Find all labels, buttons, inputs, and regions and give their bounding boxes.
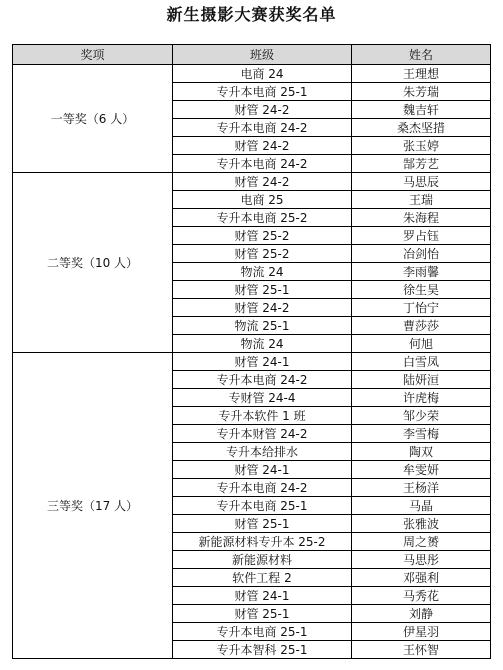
name-cell: 陶双 — [352, 443, 491, 461]
name-cell: 许虎梅 — [352, 389, 491, 407]
name-cell: 马思彤 — [352, 551, 491, 569]
class-cell: 财管 24-1 — [173, 353, 352, 371]
class-cell: 专升本给排水 — [173, 443, 352, 461]
class-cell: 物流 24 — [173, 335, 352, 353]
class-cell: 物流 25-1 — [173, 317, 352, 335]
class-cell: 新能源材料 — [173, 551, 352, 569]
class-cell: 财管 25-2 — [173, 227, 352, 245]
class-cell: 财管 24-2 — [173, 101, 352, 119]
table-header-row — [13, 45, 491, 65]
name-cell: 马晶 — [352, 497, 491, 515]
name-cell: 郜芳艺 — [352, 155, 491, 173]
name-cell: 王瑞 — [352, 191, 491, 209]
class-cell: 专升本电商 25-2 — [173, 209, 352, 227]
name-cell: 马秀花 — [352, 587, 491, 605]
name-cell: 牟雯妍 — [352, 461, 491, 479]
award-level-cell: 三等奖（17 人） — [13, 353, 173, 659]
name-cell: 张玉婷 — [352, 137, 491, 155]
class-cell: 专升本电商 24-2 — [173, 371, 352, 389]
class-cell: 专升本智科 25-1 — [173, 641, 352, 659]
header-award: 奖项 — [13, 45, 173, 65]
header-class: 班级 — [173, 45, 352, 65]
header-name: 姓名 — [352, 45, 491, 65]
name-cell: 刘静 — [352, 605, 491, 623]
name-cell: 曹莎莎 — [352, 317, 491, 335]
class-cell: 财管 24-2 — [173, 173, 352, 191]
name-cell: 伊星羽 — [352, 623, 491, 641]
name-cell: 李雪梅 — [352, 425, 491, 443]
class-cell: 财管 25-1 — [173, 515, 352, 533]
name-cell: 马思辰 — [352, 173, 491, 191]
name-cell: 桑杰坚措 — [352, 119, 491, 137]
class-cell: 专升本电商 25-1 — [173, 623, 352, 641]
class-cell: 专升本电商 24-2 — [173, 155, 352, 173]
class-cell: 电商 25 — [173, 191, 352, 209]
class-cell: 专升本软件 1 班 — [173, 407, 352, 425]
class-cell: 财管 25-1 — [173, 605, 352, 623]
table-row — [13, 65, 491, 83]
class-cell: 专升本财管 24-2 — [173, 425, 352, 443]
class-cell: 专财管 24-4 — [173, 389, 352, 407]
page-title: 新生摄影大赛获奖名单 — [166, 5, 337, 24]
award-table — [12, 44, 491, 659]
name-cell: 冶剑怡 — [352, 245, 491, 263]
class-cell: 物流 24 — [173, 263, 352, 281]
name-cell: 白雪凤 — [352, 353, 491, 371]
table-row — [13, 353, 491, 371]
name-cell: 张雅波 — [352, 515, 491, 533]
award-level-cell: 二等奖（10 人） — [13, 173, 173, 353]
class-cell: 专升本电商 24-2 — [173, 479, 352, 497]
class-cell: 财管 25-2 — [173, 245, 352, 263]
name-cell: 周之赟 — [352, 533, 491, 551]
class-cell: 专升本电商 24-2 — [173, 119, 352, 137]
class-cell: 财管 24-2 — [173, 137, 352, 155]
class-cell: 财管 24-2 — [173, 299, 352, 317]
award-level-cell: 一等奖（6 人） — [13, 65, 173, 173]
class-cell: 新能源材料专升本 25-2 — [173, 533, 352, 551]
table-body — [13, 65, 491, 659]
class-cell: 财管 24-1 — [173, 461, 352, 479]
table-row — [13, 173, 491, 191]
class-cell: 电商 24 — [173, 65, 352, 83]
name-cell: 何旭 — [352, 335, 491, 353]
name-cell: 邹少荣 — [352, 407, 491, 425]
name-cell: 朱海程 — [352, 209, 491, 227]
name-cell: 魏吉轩 — [352, 101, 491, 119]
class-cell: 财管 24-1 — [173, 587, 352, 605]
name-cell: 丁怡宁 — [352, 299, 491, 317]
class-cell: 财管 25-1 — [173, 281, 352, 299]
name-cell: 徐生昊 — [352, 281, 491, 299]
name-cell: 邓强利 — [352, 569, 491, 587]
class-cell: 软件工程 2 — [173, 569, 352, 587]
name-cell: 王理想 — [352, 65, 491, 83]
name-cell: 王怀智 — [352, 641, 491, 659]
name-cell: 罗占钰 — [352, 227, 491, 245]
class-cell: 专升本电商 25-1 — [173, 83, 352, 101]
name-cell: 王杨洋 — [352, 479, 491, 497]
name-cell: 朱芳瑞 — [352, 83, 491, 101]
class-cell: 专升本电商 25-1 — [173, 497, 352, 515]
name-cell: 陆妍洹 — [352, 371, 491, 389]
name-cell: 李雨馨 — [352, 263, 491, 281]
